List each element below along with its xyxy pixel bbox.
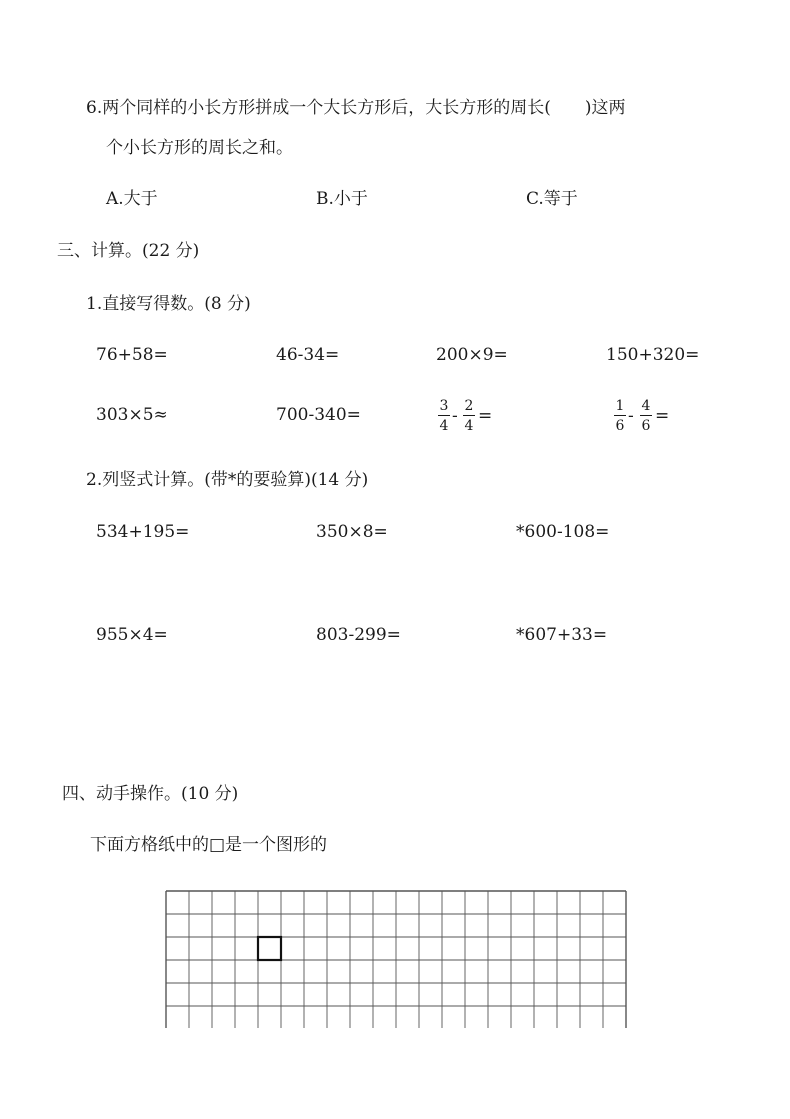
part1-title: 1.直接写得数。(8 分) bbox=[86, 294, 251, 314]
part2-title: 2.列竖式计算。(带*的要验算)(14 分) bbox=[86, 470, 369, 490]
calc-item: 200×9= bbox=[436, 345, 508, 365]
calc-item: 700-340= bbox=[276, 405, 361, 425]
q6-line2: 个小长方形的周长之和。 bbox=[106, 138, 293, 158]
equals-sign: = bbox=[655, 406, 670, 426]
fraction-denominator: 6 bbox=[615, 418, 625, 434]
vertical-calc-item: 803-299= bbox=[316, 625, 401, 645]
equals-sign: = bbox=[478, 406, 493, 426]
calc-item: 150+320= bbox=[606, 345, 700, 365]
section3-title: 三、计算。(22 分) bbox=[57, 241, 200, 261]
square-grid-paper bbox=[162, 886, 632, 1028]
highlighted-square bbox=[258, 937, 281, 960]
q6-option-c: C.等于 bbox=[526, 189, 578, 209]
q6-line1: 6.两个同样的小长方形拼成一个大长方形后，大长方形的周长( )这两 bbox=[86, 98, 626, 118]
vertical-calc-item: 534+195= bbox=[96, 522, 190, 542]
section4-prompt: 下面方格纸中的□是一个图形的 bbox=[90, 835, 328, 855]
q6-option-b: B.小于 bbox=[316, 189, 368, 209]
vertical-calc-item: 955×4= bbox=[96, 625, 168, 645]
vertical-calc-item: *607+33= bbox=[516, 625, 608, 645]
fraction-numerator: 1 bbox=[615, 398, 625, 414]
minus-sign: - bbox=[452, 406, 458, 426]
calc-item: 303×5≈ bbox=[96, 405, 168, 425]
minus-sign: - bbox=[628, 406, 634, 426]
fraction-bar bbox=[614, 415, 626, 416]
fraction bbox=[438, 399, 450, 433]
fraction-denominator: 6 bbox=[641, 418, 651, 434]
fraction-numerator: 2 bbox=[464, 398, 474, 414]
section4-title: 四、动手操作。(10 分) bbox=[62, 784, 239, 804]
vertical-calc-item: 350×8= bbox=[316, 522, 388, 542]
fraction-bar bbox=[463, 415, 475, 416]
fraction-denominator: 4 bbox=[439, 418, 449, 434]
fraction bbox=[640, 399, 652, 433]
fraction-numerator: 3 bbox=[439, 398, 449, 414]
fraction-numerator: 4 bbox=[641, 398, 651, 414]
fraction bbox=[463, 399, 475, 433]
fraction bbox=[614, 399, 626, 433]
q6-option-a: A.大于 bbox=[106, 189, 158, 209]
calc-item: 76+58= bbox=[96, 345, 168, 365]
vertical-calc-item: *600-108= bbox=[516, 522, 610, 542]
fraction-bar bbox=[438, 415, 450, 416]
fraction-bar bbox=[640, 415, 652, 416]
fraction-denominator: 4 bbox=[464, 418, 474, 434]
calc-item: 46-34= bbox=[276, 345, 340, 365]
